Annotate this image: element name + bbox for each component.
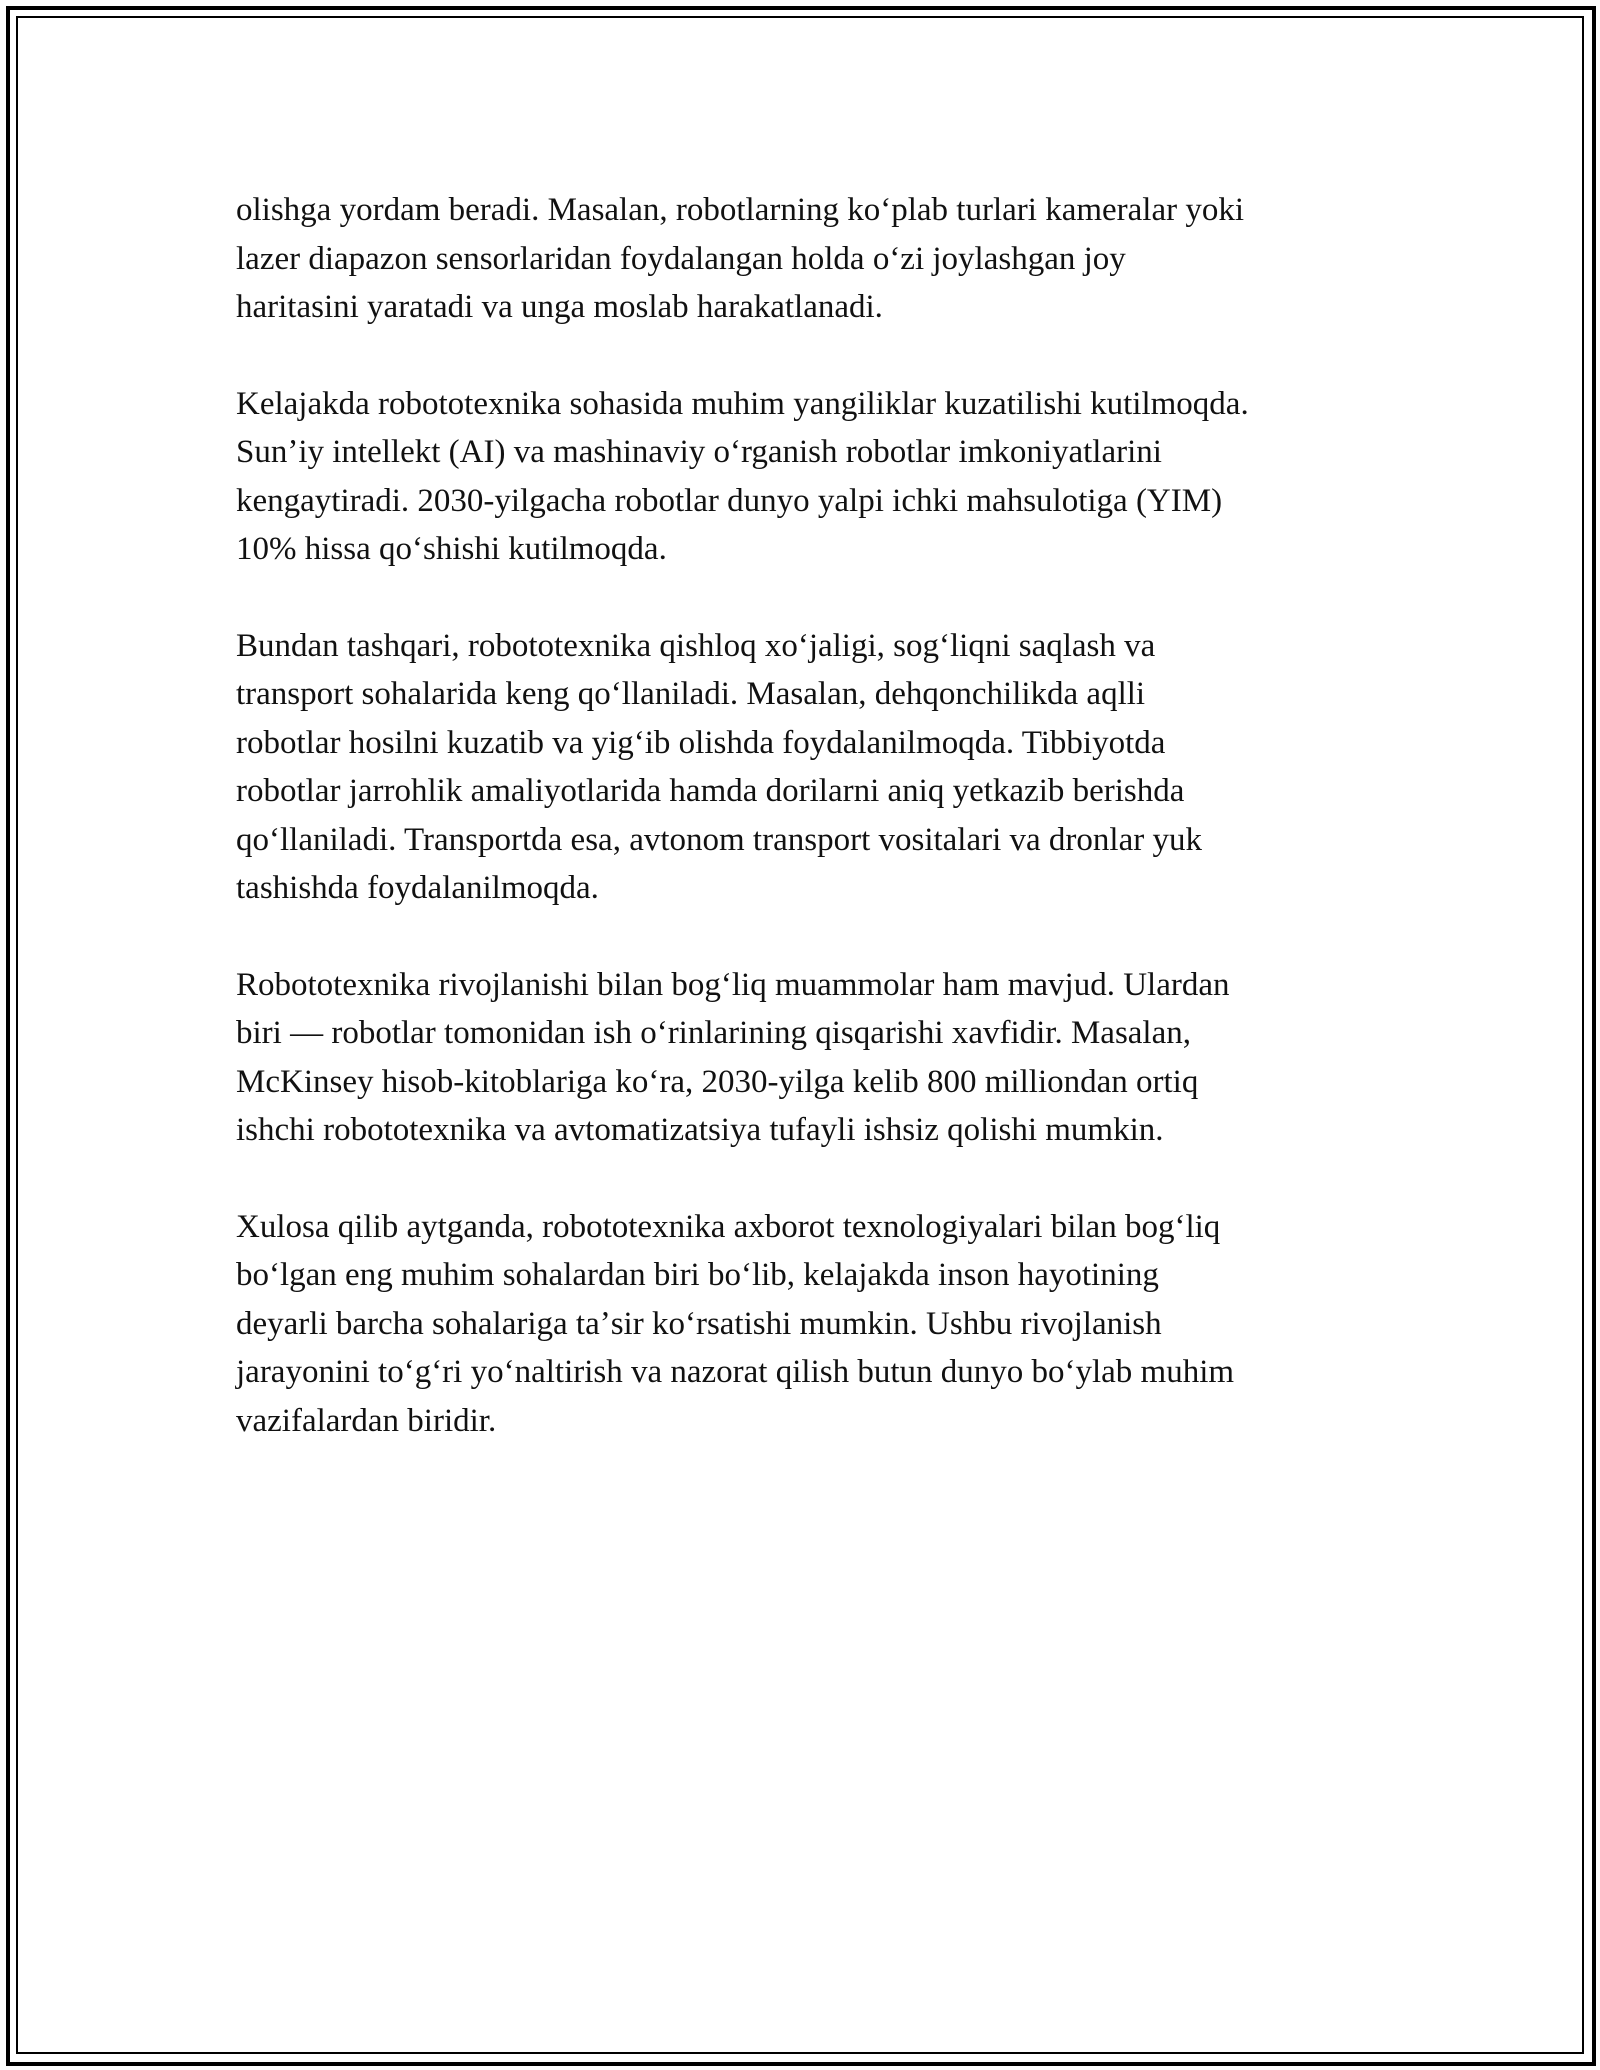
text-line: olishga yordam beradi. Masalan, robotlarning koʻplab turlari kameralar yoki (236, 192, 1245, 228)
text-line: robotlar jarrohlik amaliyotlarida hamda dorilarni aniq yetkazib berishda (236, 773, 1185, 809)
text-line: qoʻllaniladi. Transportda esa, avtonom transport vositalari va dronlar yuk (236, 821, 1202, 858)
paragraph-3 (236, 622, 1376, 913)
text-line: Sunʼiy intellekt (AI) va mashinaviy oʻrganish robotlar imkoniyatlarini (236, 434, 1162, 470)
text-line: tashishda foydalanilmoqda. (236, 870, 599, 906)
text-line: haritasini yaratadi va unga moslab harakatlanadi. (236, 289, 883, 325)
paragraph-1 (236, 186, 1376, 332)
text-line: deyarli barcha sohalariga taʼsir koʻrsatishi mumkin. Ushbu rivojlanish (236, 1305, 1162, 1342)
text-line: robotlar hosilni kuzatib va yigʻib olishda foydalanilmoqda. Tibbiyotda (236, 724, 1166, 761)
text-line: transport sohalarida keng qoʻllaniladi. Masalan, dehqonchilikda aqlli (236, 676, 1146, 712)
text-line: Kelajakda robototexnika sohasida muhim yangiliklar kuzatilishi kutilmoqda. (236, 385, 1249, 422)
text-line: Bundan tashqari, robototexnika qishloq xoʻjaligi, sogʻliqni saqlash va (236, 627, 1156, 664)
paragraph-4 (236, 961, 1376, 1155)
text-line: Xulosa qilib aytganda, robototexnika axborot texnologiyalari bilan bogʻliq (236, 1208, 1221, 1245)
text-line: boʻlgan eng muhim sohalardan biri boʻlib, kelajakda inson hayotining (236, 1257, 1159, 1293)
text-line: 10% hissa qoʻshishi kutilmoqda. (236, 531, 667, 567)
text-line: Robototexnika rivojlanishi bilan bogʻliq muammolar ham mavjud. Ulardan (236, 966, 1230, 1003)
paragraph-5 (236, 1203, 1376, 1446)
text-line: McKinsey hisob-kitoblariga koʻra, 2030-yilga kelib 800 milliondan ortiq (236, 1063, 1199, 1100)
text-line: kengaytiradi. 2030-yilgacha robotlar dunyo yalpi ichki mahsulotiga (YIM) (236, 482, 1223, 519)
text-line: vazifalardan biridir. (236, 1402, 497, 1439)
document-body (236, 186, 1376, 1493)
text-line: lazer diapazon sensorlaridan foydalangan holda oʻzi joylashgan joy (236, 240, 1126, 277)
text-line: ishchi robototexnika va avtomatizatsiya tufayli ishsiz qolishi mumkin. (236, 1112, 1164, 1148)
text-line: jarayonini toʻgʻri yoʻnaltirish va nazorat qilish butun dunyo boʻylab muhim (236, 1354, 1235, 1390)
text-line: biri — robotlar tomonidan ish oʻrinlarining qisqarishi xavfidir. Masalan, (236, 1015, 1192, 1051)
paragraph-2 (236, 380, 1376, 574)
